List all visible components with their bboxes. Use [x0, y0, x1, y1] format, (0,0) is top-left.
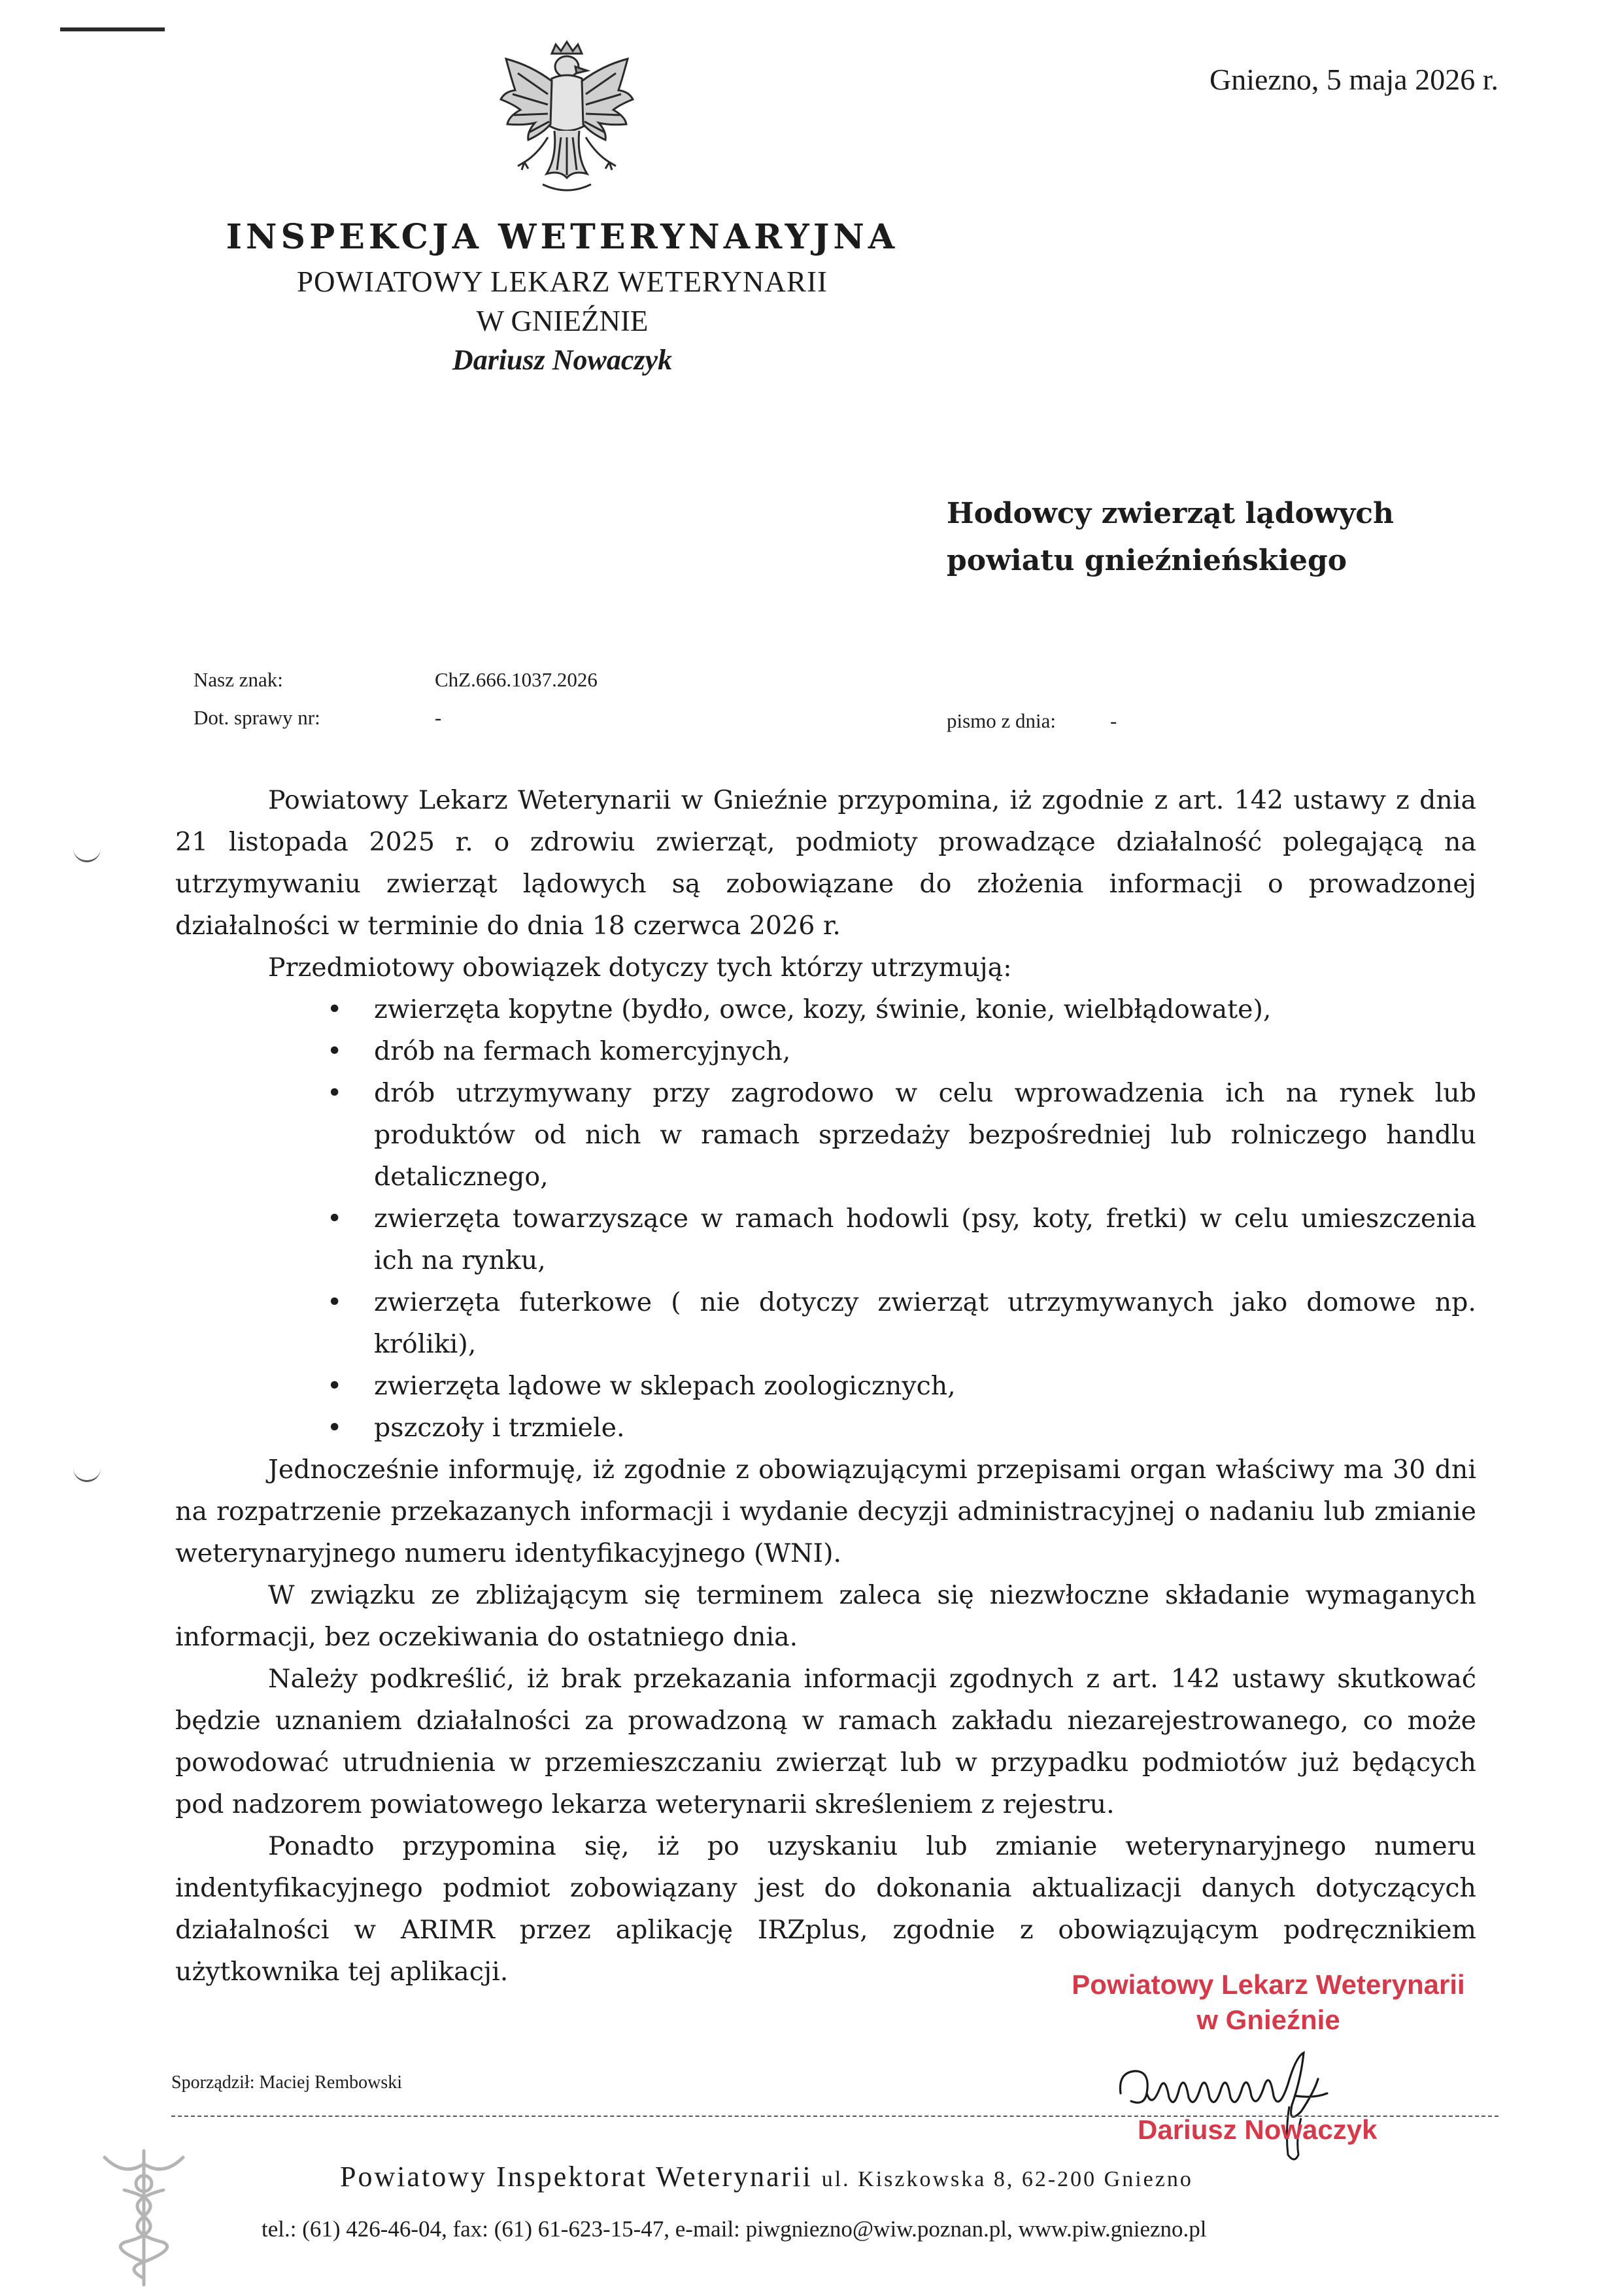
punch-hole-mark: [73, 1467, 101, 1482]
list-item: [327, 1407, 1476, 1449]
polish-eagle-emblem-icon: [492, 39, 642, 204]
officer-name: Dariusz Nowaczyk: [452, 344, 673, 376]
footer-organization: [340, 2160, 1193, 2193]
recipient-line-2: powiatu gnieźnieńskiego: [947, 544, 1347, 577]
bullet-icon: •: [327, 1204, 343, 1234]
paragraph-2: Przedmiotowy obowiązek dotyczy tych którzy utrzymują:: [268, 953, 1012, 983]
stamp-title-line-1: Powiatowy Lekarz Weterynarii: [1072, 1969, 1465, 2000]
letter-body: [175, 779, 1476, 1993]
paragraph-4: W związku ze zbliżającym się terminem zaleca się niezwłoczne składanie wymaganych informacji, bez oczekiwania do ostatniego dnia.: [175, 1580, 1476, 1652]
list-item-text: drób na fermach komercyjnych,: [374, 1036, 791, 1066]
footer-contact: tel.: (61) 426-46-04, fax: (61) 61-623-15-47, e-mail: piwgniezno@wiw.poznan.pl, www.piw.gniezno.pl: [262, 2216, 1207, 2242]
office-name: POWIATOWY LEKARZ WETERYNARII: [296, 265, 828, 298]
footer-address: ul. Kiszkowska 8, 62-200 Gniezno: [821, 2167, 1193, 2191]
list-item: [327, 1198, 1476, 1281]
handwritten-signature: [1105, 2033, 1379, 2170]
list-item: [327, 988, 1476, 1030]
list-item-text: pszczoły i trzmiele.: [374, 1413, 625, 1443]
office-location: W GNIEŹNIE: [476, 305, 649, 337]
our-ref-label: Nasz znak:: [194, 668, 283, 691]
bullet-icon: •: [327, 994, 343, 1024]
paragraph-1: Powiatowy Lekarz Weterynarii w Gnieźnie przypomina, iż zgodnie z art. 142 ustawy z dnia 21 listopada 2025 r. o zdrowiu zwierząt, podmioty prowadzące działalność polegającą na utrzymywaniu zwierząt lądowych są zobowiązane do złożenia informacji o prowadzonej działalności w terminie do dnia 18 czerwca 2026 r.: [175, 785, 1476, 941]
bullet-icon: •: [327, 1036, 343, 1066]
punch-hole-mark: [73, 847, 101, 862]
list-item-text: zwierzęta lądowe w sklepach zoologicznych,: [374, 1371, 956, 1401]
list-item-text: drób utrzymywany przy zagrodowo w celu wprowadzenia ich na rynek lub produktów od nich w ramach sprzedaży bezpośredniej lub rolniczego handlu detalicznego,: [374, 1078, 1476, 1192]
list-item-text: zwierzęta futerkowe ( nie dotyczy zwierząt utrzymywanych jako domowe np. króliki),: [374, 1287, 1476, 1359]
caduceus-watermark-icon: [78, 2138, 209, 2288]
recipient-line-1: Hodowcy zwierząt lądowych: [947, 497, 1395, 530]
scan-artifact-bar: [60, 27, 165, 31]
footer-org-name: Powiatowy Inspektorat Weterynarii: [340, 2161, 813, 2193]
institution-name: INSPEKCJA WETERYNARYJNA: [226, 217, 899, 257]
case-number-value: -: [435, 706, 442, 729]
bullet-icon: •: [327, 1413, 343, 1443]
letter-date-label: pismo z dnia:: [947, 709, 1057, 732]
list-item: [327, 1072, 1476, 1198]
letter-date-value: -: [1110, 709, 1117, 732]
bullet-icon: •: [327, 1287, 343, 1317]
list-item-text: zwierzęta kopytne (bydło, owce, kozy, świnie, konie, wielbłądowate),: [374, 994, 1272, 1024]
our-ref-value: ChZ.666.1037.2026: [435, 668, 598, 691]
paragraph-3: Jednocześnie informuję, iż zgodnie z obowiązującymi przepisami organ właściwy ma 30 dni na rozpatrzenie przekazanych informacji i wydanie decyzji administracyjnej o nadaniu lub zmianie weterynaryjnego numeru identyfikacyjnego (WNI).: [175, 1455, 1476, 1568]
paragraph-5: Należy podkreślić, iż brak przekazania informacji zgodnych z art. 142 ustawy skutkować będzie uznaniem działalności za prowadzoną w ramach zakładu niezarejestrowanego, co może powodować utrudnienia w przemieszczaniu zwierząt lub w przypadku podmiotów już będących pod nadzorem powiatowego lekarza weterynarii skreśleniem z rejestru.: [175, 1664, 1476, 1819]
bullet-icon: •: [327, 1078, 343, 1108]
obligation-list: [175, 988, 1476, 1449]
bullet-icon: •: [327, 1371, 343, 1401]
stamp-signatory-name: Dariusz Nowaczyk: [1138, 2114, 1378, 2145]
list-item-text: zwierzęta towarzyszące w ramach hodowli (psy, koty, fretki) w celu umieszczenia ich na rynku,: [374, 1204, 1476, 1275]
paragraph-6: Ponadto przypomina się, iż po uzyskaniu lub zmianie weterynaryjnego numeru indentyfikacyjnego podmiot zobowiązany jest do dokonania aktualizacji danych dotyczących działalności w ARIMR przez aplikację IRZplus, zgodnie z obowiązującym podręcznikiem użytkownika tej aplikacji.: [175, 1831, 1476, 1987]
list-item: [327, 1030, 1476, 1072]
footer-divider: [171, 2116, 1498, 2117]
list-item: [327, 1365, 1476, 1407]
prepared-by: Sporządził: Maciej Rembowski: [171, 2072, 403, 2093]
stamp-title-line-2: w Gnieźnie: [1196, 2004, 1340, 2035]
letter-date: Gniezno, 5 maja 2026 r.: [1210, 63, 1499, 96]
case-number-label: Dot. sprawy nr:: [194, 706, 320, 729]
list-item: [327, 1281, 1476, 1365]
